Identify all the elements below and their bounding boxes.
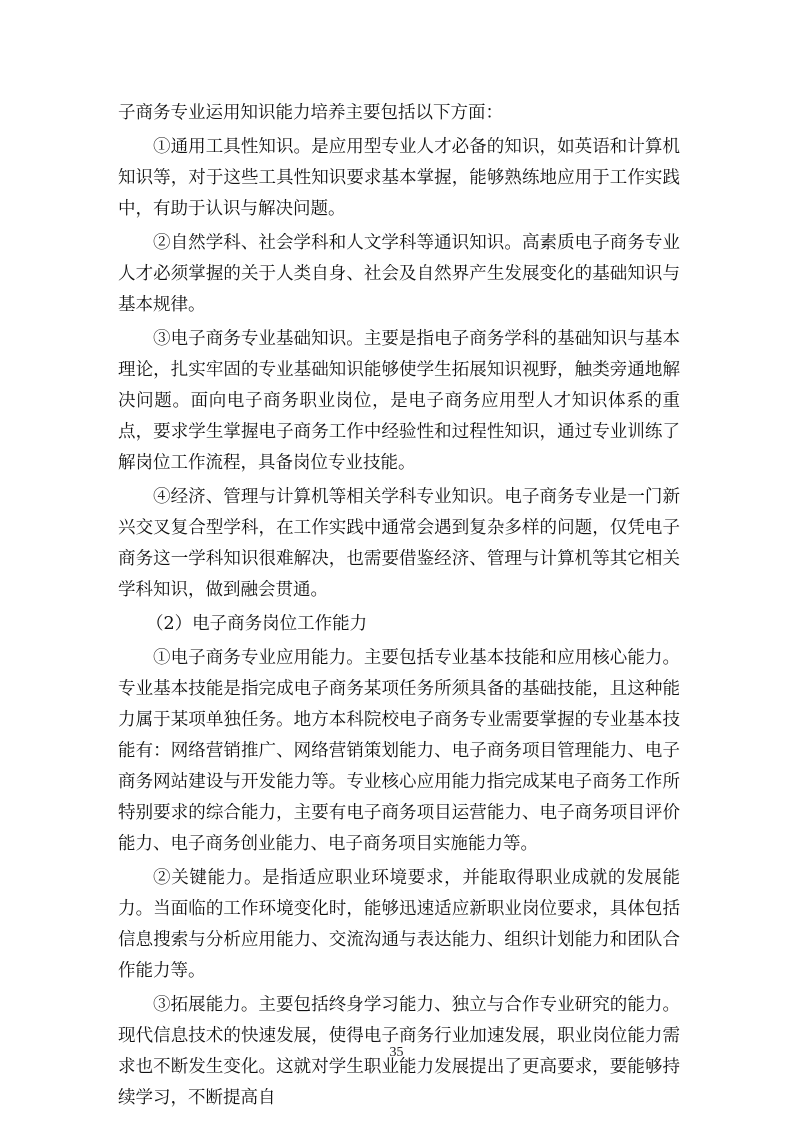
paragraph-intro: 子商务专业运用知识能力培养主要包括以下方面： [118,103,503,123]
paragraph-related-discipline-knowledge: ④经济、管理与计算机等相关学科专业知识。电子商务专业是一门新兴交叉复合型学科，在工作实践中通常会遇到复杂多样的问题，仅凭电子商务这一学科知识很难解决，也需要借鉴经济、管理与计算机等其它相关学科知识，做到融会贯通。 [118,487,680,600]
section-heading-job-ability: （2）电子商务岗位工作能力 [146,614,368,634]
paragraph-key-ability: ②关键能力。是指适应职业环境要求，并能取得职业成就的发展能力。当面临的工作环境变化时，能够迅速适应新职业岗位要求，具体包括信息搜索与分析应用能力、交流沟通与表达能力、组织计划能力和团队合作能力等。 [118,868,680,981]
page-number: 35 [389,1045,404,1060]
paragraph-general-education-knowledge: ②自然学科、社会学科和人文学科等通识知识。高素质电子商务专业人才必须掌握的关于人类自身、社会及自然界产生发展变化的基础知识与基本规律。 [118,233,680,315]
paragraph-general-tool-knowledge: ①通用工具性知识。是应用型专业人才必备的知识，如英语和计算机知识等，对于这些工具性知识要求基本掌握，能够熟练地应用于工作实践中，有助于认识与解决问题。 [118,137,680,219]
paragraph-ecommerce-foundation-knowledge: ③电子商务专业基础知识。主要是指电子商务学科的基础知识与基本理论，扎实牢固的专业基础知识能够使学生拓展知识视野，触类旁通地解决问题。面向电子商务职业岗位，是电子商务应用型人才知识体系的重点，要求学生掌握电子商务工作中经验性和过程性知识，通过专业训练了解岗位工作流程，具备岗位专业技能。 [118,329,680,473]
body-text [118,98,680,1117]
paragraph-expansion-ability: ③拓展能力。主要包括终身学习能力、独立与合作专业研究的能力。现代信息技术的快速发展，使得电子商务行业加速发展，职业岗位能力需求也不断发生变化。这就对学生职业能力发展提出了更高要求，要能够持续学习，不断提高自 [118,995,680,1108]
paragraph-professional-application-ability: ①电子商务专业应用能力。主要包括专业基本技能和应用核心能力。专业基本技能是指完成电子商务某项任务所须具备的基础技能，且这种能力属于某项单独任务。地方本科院校电子商务专业需要掌握的专业基本技能有：网络营销推广、网络营销策划能力、电子商务项目管理能力、电子商务网站建设与开发能力等。专业核心应用能力指完成某电子商务工作所特别要求的综合能力，主要有电子商务项目运营能力、电子商务项目评价能力、电子商务创业能力、电子商务项目实施能力等。 [118,648,680,854]
